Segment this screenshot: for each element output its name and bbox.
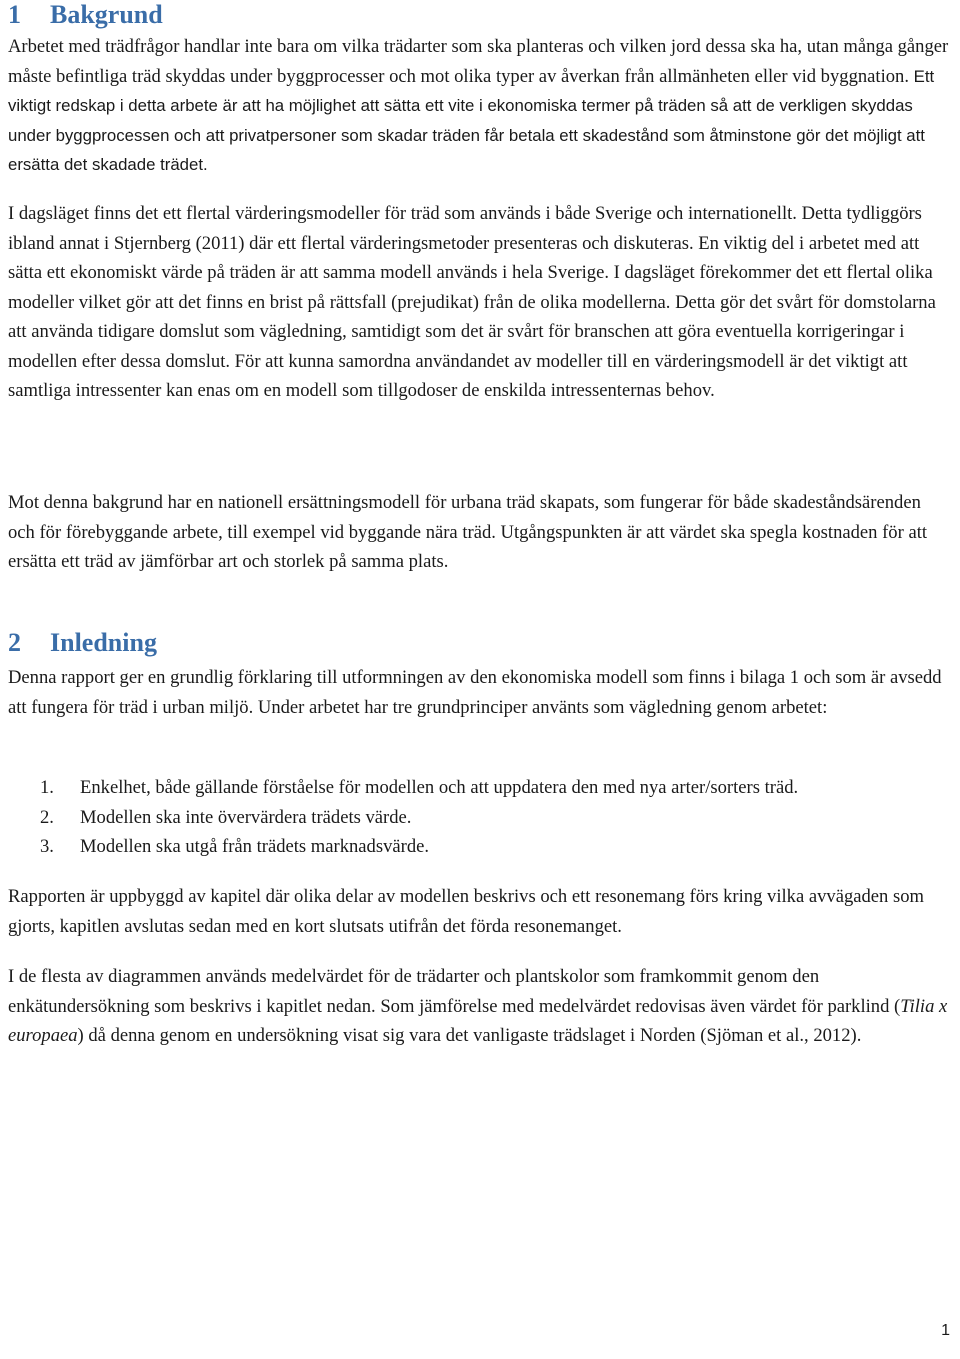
section-number: 2 bbox=[8, 628, 21, 657]
list-item-number: 3. bbox=[40, 836, 54, 857]
section-heading-bakgrund bbox=[8, 0, 163, 30]
list-item bbox=[40, 773, 798, 803]
section-title: Bakgrund bbox=[50, 0, 163, 29]
bakgrund-paragraph-2: I dagsläget finns det ett flertal värderingsmodeller för träd som används i både Sverige och internationellt. Detta tydliggörs ibland annat i Stjernberg (2011) där ett flertal värderingsmetoder presenteras och diskuteras. En viktig del i arbetet med att sätta ett ekonomiskt värde på träden är att samma modell används i hela Sverige. I dagsläget förekommer det ett flertal olika modeller vilket gör att det finns en brist på rättsfall (prejudikat) från de olika modellerna. Detta gör det svårt för domstolarna att använda tidigare domslut som vägledning, samtidigt som det är svårt för branschen att göra eventuella korrigeringar i modellen efter dessa domslut. För att kunna samordna användandet av modeller till en värderingsmodell är det viktigt att samtliga intressenter kan enas om en modell som tillgodoser de enskilda intressenternas behov. bbox=[8, 203, 936, 401]
list-item bbox=[40, 832, 798, 862]
list-item-number: 1. bbox=[40, 777, 54, 798]
list-item-number: 2. bbox=[40, 806, 54, 828]
bakgrund-paragraph-1 bbox=[8, 32, 952, 180]
list-item bbox=[40, 803, 798, 833]
bakgrund-paragraph-3: Mot denna bakgrund har en nationell ersättningsmodell för urbana träd skapats, som fungerar för både skadeståndsärenden och för förebyggande arbete, till exempel vid byggande nära träd. Utgångspunkten är att värdet ska spegla kostnaden för att ersätta ett träd av jämförbar art och storlek på samma plats. bbox=[8, 492, 928, 572]
principles-list bbox=[40, 773, 798, 862]
paragraph-sans-part: Ett viktigt redskap i detta arbete är att ha möjlighet att sätta ett vite i ekonomiska termer på träden så att de verkligen skyddas under byggprocessen och att privatpersoner som skadar träden får betala ett skadestånd som åtminstone gör det möjligt att ersätta det skadade trädet. bbox=[8, 66, 935, 174]
list-item-text: Modellen ska inte övervärdera trädets värde. bbox=[80, 806, 412, 828]
paragraph-text-before: I de flesta av diagrammen används medelvärdet för de trädarter och plantskolor som framkommit genom den enkätundersökning som beskrivs i kapitlet nedan. Som jämförelse med medelvärdet redovisas även värdet för parklind ( bbox=[8, 966, 901, 1017]
inledning-paragraph-1: Denna rapport ger en grundlig förklaring till utformningen av den ekonomiska modell som finns i bilaga 1 och som är avsedd att fungera för träd i urban miljö. Under arbetet har tre grundprinciper använts som vägledning genom arbetet: bbox=[8, 667, 942, 718]
section-title: Inledning bbox=[50, 628, 157, 657]
page-number: 1 bbox=[941, 1322, 950, 1339]
inledning-paragraph-2: Rapporten är uppbyggd av kapitel där olika delar av modellen beskrivs och ett resonemang förs kring vilka avvägaden som gjorts, kapitlen avslutas sedan med en kort slutsats utifrån det förda resonemanget. bbox=[8, 886, 924, 937]
section-number: 1 bbox=[8, 0, 21, 29]
section-heading-inledning bbox=[8, 628, 157, 658]
paragraph-text-after: ) då denna genom en undersökning visat sig vara det vanligaste trädslaget i Norden (Sjöman et al., 2012). bbox=[77, 1025, 862, 1046]
list-item-text: Modellen ska utgå från trädets marknadsvärde. bbox=[80, 836, 430, 857]
paragraph-serif-part: Arbetet med trädfrågor handlar inte bara om vilka trädarter som ska planteras och vilken jord dessa ska ha, utan många gånger måste befintliga träd skyddas under byggprocesser och mot olika typer av åverkan från allmänheten eller vid byggnation. bbox=[8, 36, 949, 87]
species-name-italic: Tilia x europaea bbox=[8, 995, 948, 1046]
inledning-paragraph-3 bbox=[8, 962, 952, 1051]
list-item-text: Enkelhet, både gällande förståelse för modellen och att uppdatera den med nya arter/sorters träd. bbox=[80, 777, 799, 798]
